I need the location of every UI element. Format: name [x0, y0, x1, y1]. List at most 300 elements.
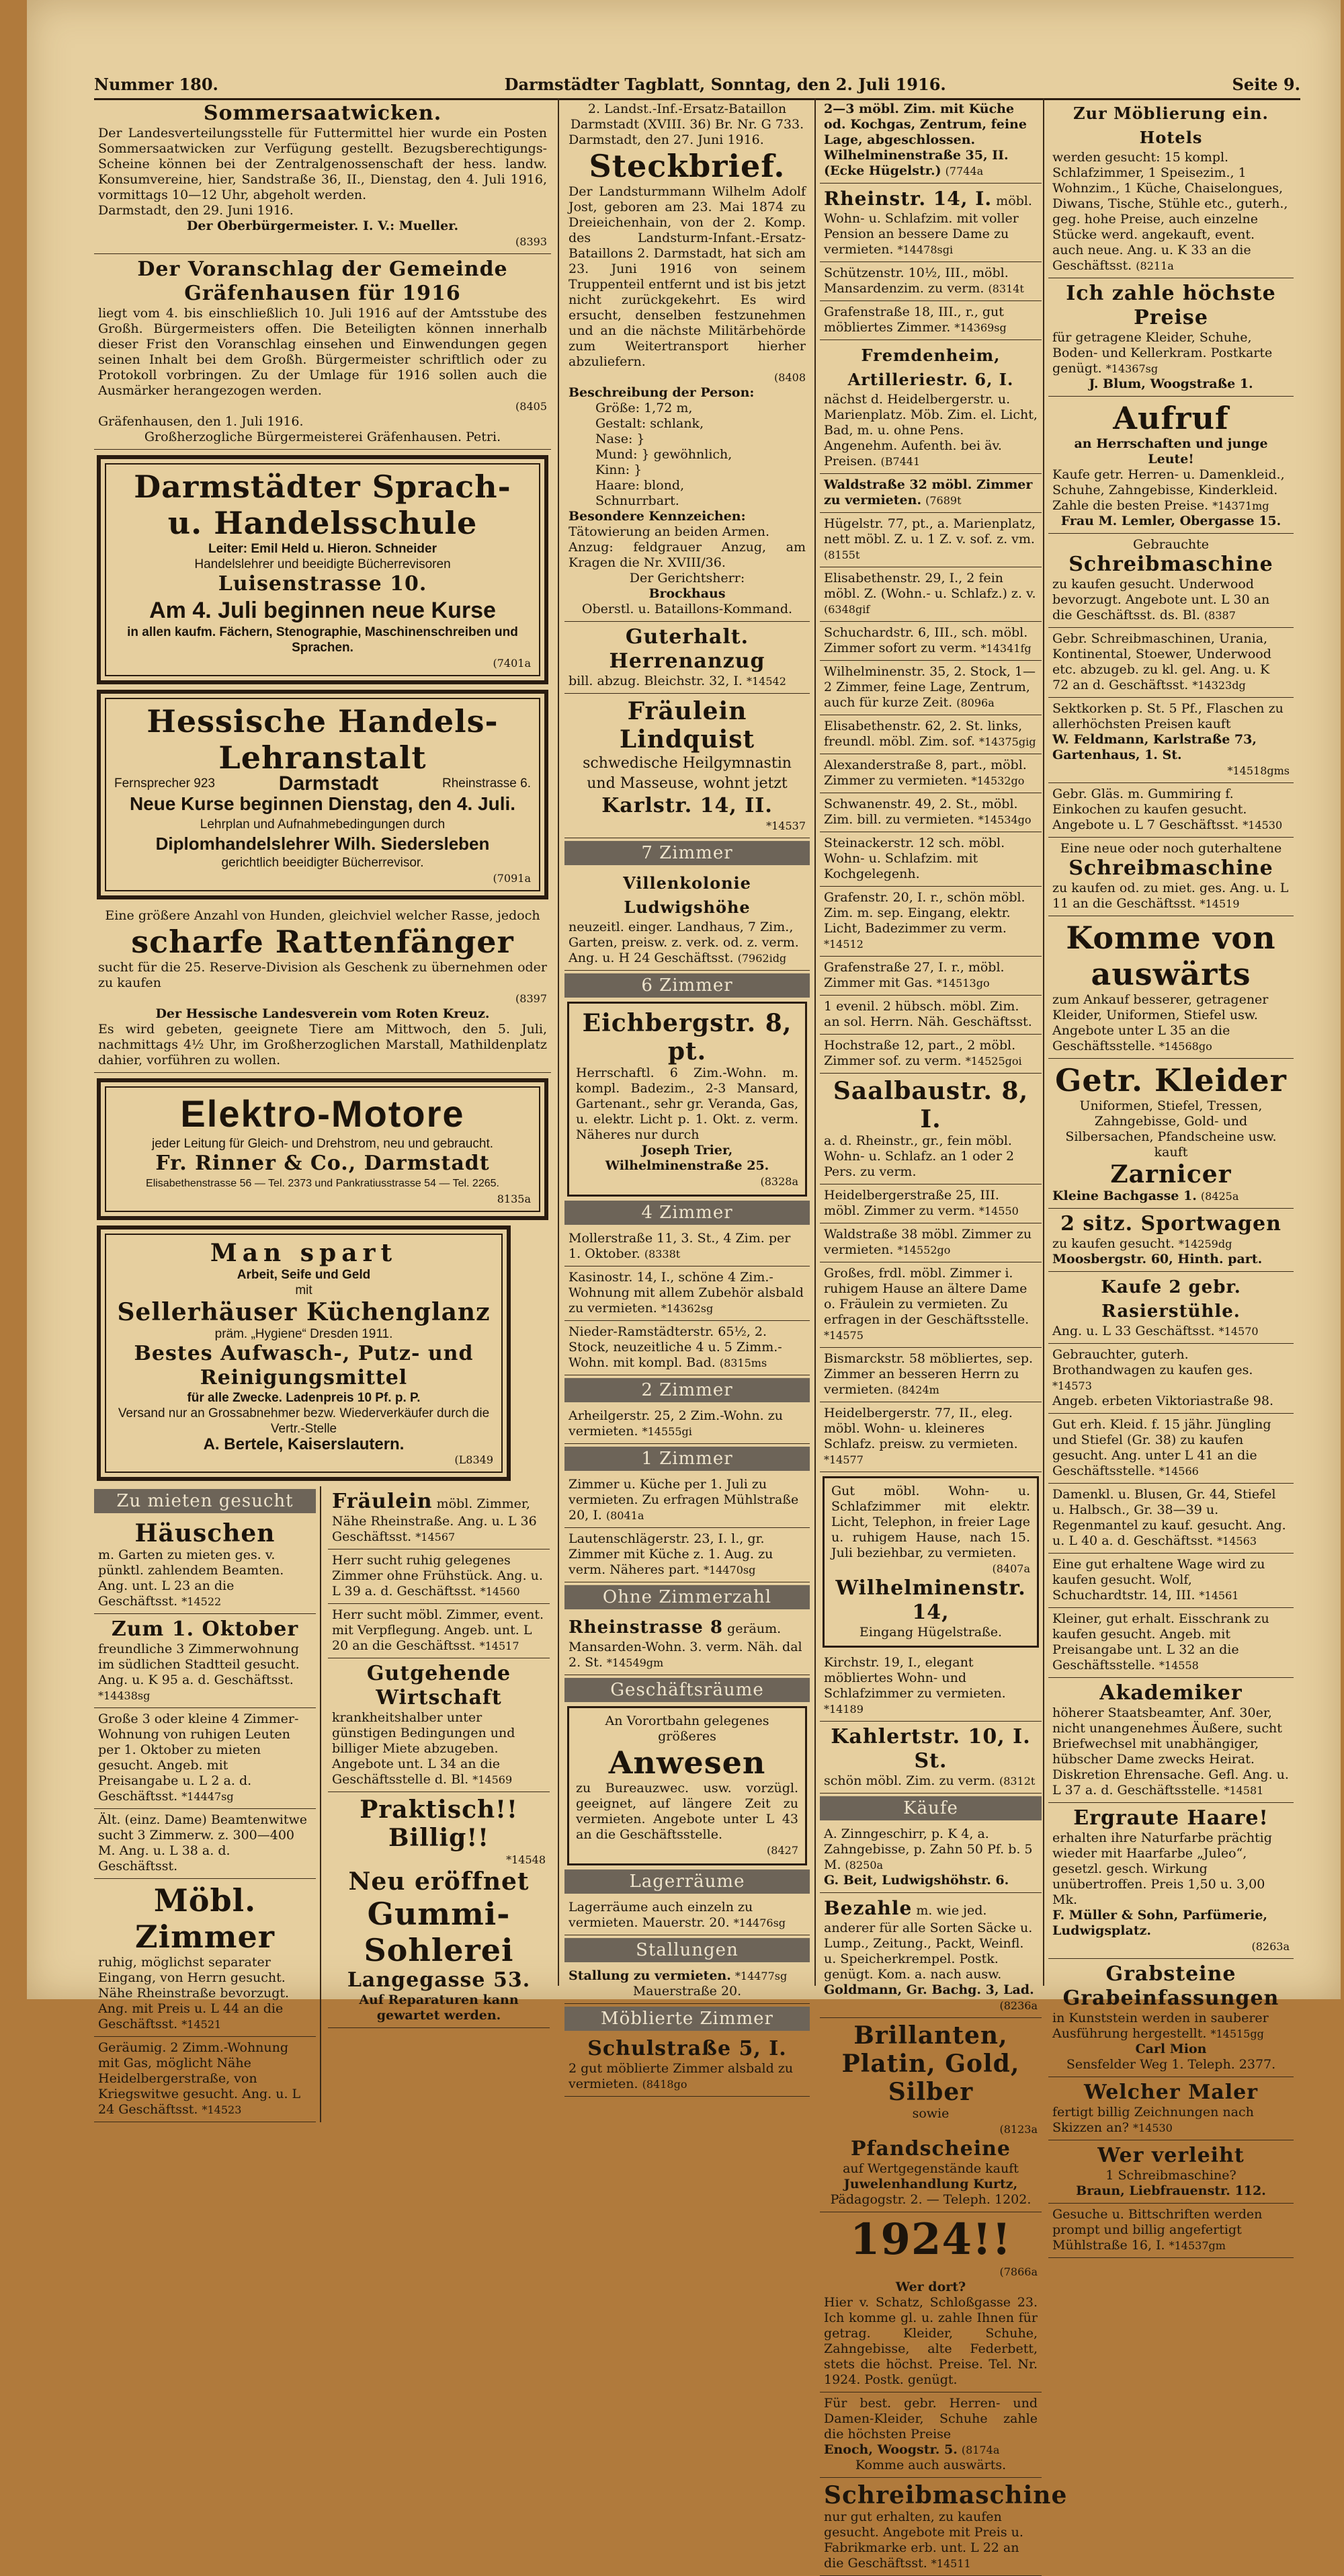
- ad-body: Ält. (einz. Dame) Beamtenwitwe sucht 3 Zimmerw. z. 300—400 M. Ang. u. L 38 a. d. Geschäftsst.: [98, 1812, 307, 1874]
- ad-ref: 8135a: [497, 1193, 531, 1205]
- section-band-ohne-zimmerzahl: Ohne Zimmerzahl: [564, 1585, 810, 1609]
- ad-villenkolonie: [564, 868, 810, 971]
- ad-city: Darmstadt: [278, 772, 379, 795]
- ad-body: möbl. Wohn- u. Schlafzim. mit voller Pension an bessere Dame zu vermieten.: [824, 194, 1032, 257]
- ad-steinackerstr: [820, 832, 1042, 887]
- ad-address: Elisabethenstrasse 56 — Tel. 2373 und Pankratiusstrasse 54 — Tel. 2265.: [146, 1178, 499, 1189]
- ad-title: Häuschen: [134, 1519, 276, 1547]
- ad-ref: (8211a: [1136, 259, 1174, 272]
- ad-wer-verleiht: [1048, 2140, 1294, 2204]
- ad-body: Stallung zu vermieten.: [569, 1968, 731, 1983]
- ad-body: 2 gut möblierte Zimmer alsbald zu vermieten.: [569, 2061, 794, 2091]
- ad-title: Gutgehende Wirtschaft: [366, 1662, 511, 1709]
- ad-ref: *14519: [1200, 897, 1240, 910]
- ad-body: ruhig, möglichst separater Eingang, von Herrn gesucht. Nähe Rheinstraße bevorzugt. Ang. mit Preis u. L 44 an die Geschäftsst.: [98, 1955, 290, 2031]
- ad-alexanderstr: [820, 754, 1042, 793]
- ad-title: 2 sitz. Sportwagen: [1060, 1212, 1282, 1236]
- ad-ref: (8328a: [760, 1175, 798, 1188]
- ad-body: Waldstraße 38 möbl. Zimmer zu vermieten.: [824, 1227, 1032, 1257]
- ad-ref: *14478sgi: [897, 243, 954, 256]
- ad-wilhelminenstr-35: [820, 661, 1042, 715]
- ad-title: Schulstraße 5, I.: [587, 2037, 787, 2060]
- ad-body: zu kaufen gesucht.: [1052, 1236, 1175, 1251]
- ad-lautenschlaeger: [564, 1528, 810, 1582]
- ad-kahlertstr: [820, 1722, 1042, 1794]
- notice-voranschlag: [94, 254, 551, 450]
- ad-street: Rheinstrasse 6.: [442, 776, 531, 791]
- ad-body: Große 3 oder kleine 4 Zimmer-Wohnung von ruhigen Leuten per 1. Oktober zu mieten gesucht. Angeb. mit Preisangabe u. L 2 a. d. Geschäftsst.: [98, 1712, 299, 1804]
- notice-line: Der Gerichtsherr:: [629, 571, 745, 586]
- ad-ref: *14563: [1217, 1535, 1257, 1547]
- ad-bismarckstr: [820, 1348, 1042, 1402]
- newspaper-page: [27, 0, 1341, 2571]
- notice-line: Besondere Kennzeichen:: [569, 509, 746, 524]
- ad-ref: *14512: [824, 938, 864, 951]
- ad-ref: *14371mg: [1212, 499, 1269, 512]
- ad-title: Saalbaustr. 8, I.: [833, 1077, 1029, 1133]
- ad-name: Carl Mion: [1135, 2042, 1207, 2056]
- ad-huegelstr-77: [820, 513, 1042, 567]
- section-band-7-zimmer: 7 Zimmer: [564, 841, 810, 865]
- ad-title: Aufruf: [1113, 400, 1229, 436]
- notice-title: Der Voranschlag der Gemeinde Gräfenhausen für 1916: [137, 257, 508, 305]
- desc-item: Gestalt: schlank,: [595, 416, 704, 431]
- ad-address: Sensfelder Weg 1. Teleph. 2377.: [1066, 2057, 1276, 2072]
- ad-body: werden gesucht: 15 kompl. Schlafzimmer, 1 Speisezim., 1 Wohnzim., 1 Küche, Chaiselongues, Diwans, Tische, Stühle etc., guterh., geg. hohe Preise, auch einzelne Stücke werd. angekauft, event. auch neue. Ang. u. K 33 an die Geschäftsst.: [1052, 150, 1288, 273]
- ad-kuechenglanz: [97, 1225, 511, 1481]
- ad-ref: *14189: [824, 1703, 864, 1716]
- ad-body: zu kaufen od. zu miet. ges. Ang. u. L 11 an die Geschäftsst.: [1052, 881, 1289, 911]
- page-header: [94, 67, 1300, 100]
- ad-line: Eine neue oder noch guterhaltene: [1060, 841, 1282, 856]
- ad-grafenstr-18: [820, 301, 1042, 340]
- ad-ref: *14552go: [897, 1244, 951, 1256]
- ad-name: Frau M. Lemler, Obergasse 15.: [1060, 514, 1282, 528]
- ad-body: a. d. Rheinstr., gr., fein möbl. Wohn- u. Schlafz. an 1 oder 2 Pers. zu verm.: [824, 1133, 1015, 1179]
- ad-line: sowie: [912, 2106, 950, 2121]
- ad-grosse-wohnung: [94, 1708, 316, 1809]
- ad-line: präm. „Hygiene“ Dresden 1911.: [214, 1327, 393, 1341]
- ad-line: Versand nur an Grossabnehmer bezw. Wiederverkäufer durch die Vertr.-Stelle: [118, 1406, 490, 1436]
- ad-ref: *14573: [1052, 1379, 1092, 1392]
- notice-signature: Brockhaus: [648, 586, 726, 601]
- ad-title: Pfandscheine: [850, 2137, 1011, 2161]
- ad-body: nächst d. Heidelbergerstr. u. Marienplatz. Möb. Zim. el. Licht, Bad, m. u. ohne Pens. Angenehm. Aufenth. bei äv. Preisen.: [824, 392, 1038, 469]
- ad-schreibmaschine-gesucht: [820, 2478, 1068, 2576]
- ad-contact-row: [114, 772, 531, 795]
- ad-ref: *14542: [747, 675, 786, 688]
- ad-bittschriften: [1048, 2204, 1294, 2258]
- column-2: [564, 98, 810, 2091]
- ad-address: Pädagogstr. 2. — Teleph. 1202.: [830, 2192, 1032, 2207]
- ad-wilhelminenstr-14: [823, 1476, 1039, 1648]
- ad-ref: *14523: [202, 2103, 242, 2116]
- ad-ref: *14581: [1224, 1784, 1264, 1797]
- ad-ref: (8263a: [1251, 1940, 1290, 1953]
- ad-body: Gebr. Schreibmaschinen, Urania, Kontinental, Stoewer, Underwood etc. abzugeb. zu kl. gel. Ang. u. K 72 an d. Geschäftsst.: [1052, 631, 1271, 692]
- ad-headline: Neue Kurse beginnen Dienstag, den 4. Juli.: [129, 793, 516, 814]
- ad-moebl-zimmer: [94, 1879, 316, 2037]
- ad-hoechste-preise: [1048, 278, 1294, 397]
- ad-body: Schützenstr. 10½, III., möbl. Mansardenzim. zu verm.: [824, 266, 1009, 296]
- ad-body: A. Zinngeschirr, p. K 4, a. Zahngebisse, p. Zahn 50 Pf. b. 5 M.: [824, 1826, 1033, 1872]
- ad-name: G. Beit, Ludwigshöhstr. 6.: [824, 1873, 1009, 1888]
- ad-ref: (8427: [767, 1844, 798, 1857]
- ad-body: Schuchardstr. 6, III., sch. möbl. Zimmer sofort zu verm.: [824, 625, 1028, 655]
- ad-product: Sellerhäuser Küchenglanz: [117, 1298, 491, 1326]
- ad-ref: *14341fg: [980, 642, 1032, 655]
- ad-title: Fräulein: [332, 1490, 433, 1513]
- section-band-6-zimmer: 6 Zimmer: [564, 973, 810, 998]
- ad-line: Der Hessische Landesverein vom Roten Kreuz.: [155, 1006, 490, 1021]
- ad-mollerstr: [564, 1227, 810, 1266]
- ad-body: Damenkl. u. Blusen, Gr. 44, Stiefel u. Halbsch., Gr. 38—39 u. Regenmantel zu kauf. gesucht. Ang. u. L 40 a. d. Geschäftsst.: [1052, 1487, 1286, 1548]
- ad-ref: (8314t: [988, 282, 1024, 295]
- ad-ref: (8425a: [1200, 1190, 1239, 1203]
- ad-body: zu Bureauzwec. usw. vorzügl. geeignet, auf längere Zeit zu vermieten. Angebote unter L 43 an die Geschäftsstelle.: [576, 1781, 798, 1842]
- ad-elektro-motore: [97, 1078, 548, 1220]
- ad-address: Karlstr. 14, II.: [601, 794, 773, 817]
- ad-ref: *14525goi: [965, 1055, 1022, 1068]
- ad-body: Gebr. Gläs. m. Gummiring f. Einkochen zu kaufen gesucht. Angebote u. L 7 Geschäftsst.: [1052, 787, 1247, 832]
- ad-ref: (7689t: [925, 494, 962, 507]
- ad-ref: (6348gif: [824, 603, 870, 616]
- ad-kirchstr: [820, 1652, 1042, 1722]
- ad-body: neuzeitl. einger. Landhaus, 7 Zim., Garten, preisw. z. verk. od. z. verm. Ang. u. H 24 Geschäftsst.: [569, 920, 799, 965]
- ad-ref: *14511: [931, 2557, 971, 2570]
- ad-schuchardstr: [820, 622, 1042, 661]
- ad-line: Leiter: Emil Held u. Hieron. Schneider: [208, 542, 437, 556]
- section-band-kaeufe: Käufe: [820, 1796, 1042, 1820]
- ad-ref: (L8349: [454, 1453, 493, 1466]
- ad-title: Fräulein Lindquist: [619, 697, 755, 754]
- ad-line: für alle Zwecke. Ladenpreis 10 Pf. p. P.: [187, 1391, 421, 1405]
- ad-body: Eine gut erhaltene Wage wird zu kaufen gesucht. Wolf, Schuchardtstr. 14, III.: [1052, 1557, 1265, 1603]
- ad-title: Schreibmaschine: [1068, 553, 1273, 576]
- ad-body: bill. abzug. Bleichstr. 32, I.: [569, 674, 743, 688]
- ad-name: F. Müller & Sohn, Parfümerie, Ludwigsplatz.: [1052, 1908, 1268, 1938]
- ad-ref: *14534go: [978, 813, 1032, 826]
- ad-line: An Vorortbahn gelegenes größeres: [605, 1714, 769, 1744]
- ad-title: Möbl. Zimmer: [135, 1882, 275, 1955]
- ad-ref: (7091a: [493, 872, 531, 885]
- ad-ref: (8236a: [999, 1999, 1038, 2012]
- ad-body: 2—3 möbl. Zim. mit Küche od. Kochgas, Zentrum, feine Lage, abgeschlossen. Wilhelminenstraße 35, II. (Ecke Hügelstr.): [824, 102, 1027, 178]
- ad-title: Guterhalt. Herrenanzug: [609, 625, 765, 673]
- ad-firm: Fr. Rinner & Co., Darmstadt: [155, 1152, 490, 1175]
- ad-name: Juwelenhandlung Kurtz,: [843, 2177, 1018, 2191]
- ad-body: Für best. gebr. Herren- und Damen-Kleider, Schuhe zahle die höchsten Preise: [824, 2396, 1038, 2442]
- ad-schreibmaschinen-marken: [1048, 628, 1294, 698]
- ad-body: Gesuche u. Bittschriften werden prompt und billig angefertigt Mühlstraße 16, I.: [1052, 2207, 1263, 2253]
- ad-title: Wilhelminenstr. 14,: [835, 1576, 1026, 1624]
- notice-date: Gräfenhausen, den 1. Juli 1916.: [98, 414, 304, 429]
- ad-body: Heidelbergerstraße 25, III. möbl. Zimmer zu verm.: [824, 1188, 999, 1218]
- desc-item: Haare: blond,: [595, 478, 685, 493]
- ad-ref: *14560: [480, 1585, 520, 1598]
- ad-anwesen: [567, 1706, 807, 1865]
- ad-brothandwagen: [1048, 1344, 1294, 1414]
- column-rule: [814, 98, 816, 1986]
- ad-title: Akademiker: [1099, 1681, 1243, 1705]
- ad-body: krankheitshalber unter günstigen Bedingungen und billiger Miete abzugeben. Angebote unt. L 34 an die Geschäftsstelle d. Bl.: [332, 1710, 515, 1787]
- ad-line: an Herrschaften und junge Leute!: [1074, 436, 1268, 467]
- ad-body: Wilhelminenstr. 35, 2. Stock, 1—2 Zimmer, feine Lage, Zentrum, auch für kurze Zeit.: [824, 664, 1036, 710]
- ad-zinngeschirr: [820, 1823, 1042, 1893]
- ad-ref: *14362sg: [661, 1302, 714, 1315]
- notice-line: Oberstl. u. Bataillons-Kommand.: [581, 602, 793, 616]
- ad-ref: *14470sg: [704, 1564, 756, 1576]
- ad-ref: *14537gm: [1169, 2239, 1226, 2252]
- ad-zimmer-herrn: [820, 996, 1042, 1035]
- ad-ref: (8407a: [992, 1562, 1030, 1575]
- ad-kriegswitwe: [94, 2037, 316, 2122]
- ad-title: Kaufe 2 gebr. Rasierstühle.: [1101, 1277, 1241, 1322]
- ad-1924: [820, 2212, 1042, 2392]
- ad-ref: *14566: [1159, 1465, 1199, 1478]
- ad-body: Herrschaftl. 6 Zim.-Wohn. m. kompl. Badezim., 2-3 Mansard, Gartenant., sehr gr. Veranda, Gas, u. elektr. Licht p. 1. Okt. z. verm. Näheres nur durch: [576, 1065, 798, 1142]
- ad-body: Elisabethenstr. 62, 2. St. links, freundl. möbl. Zim. sof.: [824, 719, 1023, 749]
- ad-sektkorken: [1048, 698, 1294, 783]
- ad-line: Bestes Aufwasch-, Putz- und Reinigungsmittel: [134, 1342, 474, 1390]
- ad-title: Schreibmaschine: [824, 2481, 1068, 2509]
- ad-title: Zum 1. Oktober: [111, 1617, 299, 1641]
- ad-title: Rheinstrasse 8: [569, 1617, 723, 1638]
- notice-ref: (8408: [774, 371, 806, 384]
- ad-ref: (8312t: [999, 1775, 1036, 1787]
- ad-body: zum Ankauf besserer, getragener Kleider, Uniformen, Stiefel usw. Angebote unter L 35 an die Geschäftsstelle.: [1052, 992, 1269, 1053]
- ad-line: jeder Leitung für Gleich- und Drehstrom, neu und gebraucht.: [151, 1137, 494, 1151]
- ad-bezahle: [820, 1893, 1042, 2018]
- ad-ref: *14517: [479, 1640, 519, 1652]
- notice-line: Beschreibung der Person:: [569, 385, 755, 400]
- section-band-4-zimmer: 4 Zimmer: [564, 1201, 810, 1225]
- ad-ref: *14555gi: [642, 1425, 692, 1438]
- ad-wohnung-kochgas: [820, 98, 1042, 184]
- ad-body: Sektkorken p. St. 5 Pf., Flaschen zu allerhöchsten Preisen kauft: [1052, 701, 1284, 731]
- ad-product: Gummi-Sohlerei: [364, 1896, 514, 1968]
- ad-body: möbl. Zimmer, Nähe Rheinstraße. Ang. u. L 36 Geschäftsst.: [332, 1496, 537, 1544]
- ad-rheinstr-14: [820, 184, 1042, 262]
- ad-title: Rheinstr. 14, I.: [824, 188, 993, 210]
- ad-line: Wer dort?: [895, 2280, 966, 2294]
- ad-ref: *14577: [824, 1453, 864, 1466]
- ad-ergraute-haare: [1048, 1803, 1294, 1959]
- ad-fraeulein: [328, 1486, 550, 1549]
- ad-title: Bezahle: [824, 1897, 913, 1919]
- section-band-stallungen: Stallungen: [564, 1938, 810, 1962]
- ad-title: Komme von auswärts: [1066, 920, 1276, 992]
- ad-line: Arbeit, Seife und Geld: [237, 1268, 371, 1282]
- ad-ref: *14558: [1159, 1659, 1199, 1672]
- ad-line: Lehrplan und Aufnahmebedingungen durch: [200, 817, 446, 832]
- ad-ref: *14575: [824, 1329, 864, 1342]
- ad-ref: (8315ms: [719, 1357, 767, 1369]
- ad-body: m. wie jed. anderer für alle Sorten Säcke u. Lump., Zeitung., Packt, Weinfl. u. Speicherkrempel. Postk. genügt. Kom. a. nach ausw.: [824, 1903, 1033, 1982]
- ad-lagerraeume: [564, 1896, 810, 1935]
- ad-ref: (8338t: [644, 1248, 681, 1260]
- ad-body: Kaufe getr. Herren- u. Damenkleid., Schuhe, Zahngebisse, Kinderkleid. Zahle die besten Preise.: [1052, 467, 1285, 513]
- ad-sprachschule: [97, 455, 548, 684]
- ad-body: Gebrauchter, guterh. Brothandwagen zu kaufen ges.: [1052, 1347, 1253, 1377]
- ad-name: Braun, Liebfrauenstr. 112.: [1076, 2183, 1266, 2198]
- section-band-moeblierte-zimmer: Möblierte Zimmer: [564, 2007, 810, 2031]
- ad-firm: A. Bertele, Kaiserslautern.: [203, 1435, 405, 1453]
- ad-address: Luisenstrasse 10.: [218, 572, 427, 596]
- ad-schuetzenstr: [820, 262, 1042, 301]
- ad-body: Ang. u. L 33 Geschäftsst.: [1052, 1324, 1215, 1338]
- ad-komme-auswaerts: [1048, 916, 1294, 1059]
- ad-line: auf Wertgegenstände kauft: [843, 2161, 1019, 2176]
- ad-saalbaustr: [820, 1074, 1042, 1184]
- ad-rattenfaenger: [94, 905, 551, 1073]
- ad-ref: *14521: [181, 2018, 222, 2031]
- ad-title: Man spart: [210, 1239, 398, 1267]
- ad-line: in allen kaufm. Fächern, Stenographie, Maschinenschreiben und Sprachen.: [127, 625, 518, 655]
- ad-body: Bismarckstr. 58 möbliertes, sep. Zimmer an besseren Herrn zu vermieten.: [824, 1351, 1034, 1397]
- notice-ref: (8405: [515, 400, 547, 413]
- ad-ref: *14522: [181, 1595, 222, 1608]
- desc-item: Kinn: }: [595, 462, 642, 477]
- ad-body: 1 Schreibmaschine?: [1105, 2168, 1236, 2183]
- ad-title: Ergraute Haare!: [1073, 1806, 1269, 1830]
- page-number: Seite 9.: [1232, 75, 1300, 94]
- ad-ref: *14375gig: [978, 735, 1036, 748]
- ad-herr-verpflegung: [328, 1604, 550, 1658]
- ad-ref: *14548: [506, 1853, 546, 1866]
- ad-gummi-sohlerei: [328, 1792, 550, 2028]
- ad-title: Wer verleiht: [1097, 2144, 1245, 2167]
- ad-body: Uniformen, Stiefel, Tressen, Zahngebisse, Gold- und Silbersachen, Pfandscheine usw. kauft: [1065, 1098, 1277, 1160]
- ad-body: nur gut erhalten, zu kaufen gesucht. Angebote mit Preis u. Fabrikmarke erb. unt. L 22 an die Geschäftsst.: [824, 2509, 1023, 2571]
- ad-line: Komme auch auswärts.: [855, 2458, 1007, 2472]
- ad-title: Grabsteine Grabeinfassungen: [1062, 1962, 1279, 2010]
- notice-line: Anzug: feldgrauer Anzug, am Kragen die Nr. XVIII/36.: [569, 540, 806, 570]
- notice-body: Der Landesverteilungsstelle für Futtermittel hier wurde ein Posten Sommersaatwicken zur Verfügung gestellt. Bezugsberechtigungs-Scheine können bei der Zentralgenossenschaft der hess. landw. Konsumvereine, hier, Sandstraße 36, II., Dienstag, den 4. Juli 1916, vormittags 10—12 Uhr, abgeholt werden.: [98, 126, 547, 202]
- ad-title: Brillanten, Platin, Gold, Silber: [841, 2021, 1020, 2106]
- ad-ref: *14518gms: [1227, 764, 1290, 777]
- ad-title: Fremdenheim, Artilleriestr. 6, I.: [847, 346, 1014, 389]
- ad-body: fertigt billig Zeichnungen nach Skizzen an?: [1052, 2105, 1254, 2135]
- ad-ref: (8096a: [956, 696, 995, 709]
- ad-body: Hier v. Schatz, Schloßgasse 23. Ich komme gl. u. zahle Ihnen für getrag. Kleider, Schuhe, Zahngebisse, alte Federbett, stets die höchst. Preise. Tel. Nr. 1924. Postk. genügt.: [824, 2295, 1038, 2387]
- ad-line: Auf Reparaturen kann gewartet werden.: [359, 1993, 519, 2023]
- ad-title: Ich zahle höchste Preise: [1066, 282, 1276, 329]
- ad-elisabethenstr-29: [820, 567, 1042, 622]
- ad-ref: *14568go: [1159, 1040, 1212, 1053]
- ad-ref: *14537: [766, 819, 806, 832]
- ad-ref: (8041a: [605, 1509, 644, 1522]
- ad-damenkleider: [1048, 1484, 1294, 1554]
- ad-ref: (8424m: [897, 1383, 939, 1396]
- ad-ref: *14569: [472, 1773, 513, 1786]
- ad-line: gerichtlich beeidigter Bücherrevisor.: [221, 856, 424, 870]
- ad-address: Moosbergstr. 60, Hinth. part.: [1052, 1252, 1263, 1266]
- ad-ref: *14367sg: [1105, 362, 1159, 375]
- ad-arheilgerstr: [564, 1405, 810, 1444]
- ad-akademiker: [1048, 1678, 1294, 1803]
- ad-heidelbergerstr-25: [820, 1184, 1042, 1223]
- notice-bataillon: [564, 98, 810, 622]
- ad-address: Angeb. erbeten Viktoriastraße 98.: [1052, 1394, 1274, 1408]
- ad-title: Anwesen: [608, 1744, 766, 1781]
- ad-body: Grafenstraße 18, III., r., gut möbliertes Zimmer.: [824, 305, 1004, 335]
- column-3: [820, 98, 1068, 2571]
- ad-body: schwedische Heilgymnastin und Masseuse, wohnt jetzt: [583, 755, 792, 792]
- ad-body: Alexanderstraße 8, part., möbl. Zimmer zu vermieten.: [824, 758, 1027, 788]
- ad-fremdenheim: [820, 340, 1042, 474]
- classified-row: [94, 1486, 551, 2122]
- ad-body: Elisabethenstr. 29, I., 2 fein möbl. Z. (Wohn.- u. Schlafz.) z. v.: [824, 571, 1036, 601]
- ad-address: Mauerstraße 20.: [632, 1984, 742, 1999]
- notice-body: Der Landsturmmann Wilhelm Adolf Jost, geboren am 23. Mai 1874 zu Dreieichenhain, von der 2. Komp. des Landsturm-Infant.-Ersatz-Bataillons 2. Darmstadt, hat sich am 23. Juni 1916 von seinem Truppenteil entfernt und ist bis jetzt nicht zurückgekehrt. Es wird ersucht, denselben festzunehmen und an die nächste Militärbehörde zum Weitertransport hierher abzuliefern.: [569, 184, 806, 369]
- misc-column: [328, 1486, 550, 2122]
- wanted-column: [94, 1486, 321, 2122]
- notice-signature: Der Oberbürgermeister. I. V.: Mueller.: [186, 218, 459, 233]
- notice-sommersaatwicken: [94, 98, 551, 254]
- ad-body: Schwanenstr. 49, 2. St., möbl. Zim. bill. zu vermieten.: [824, 797, 1018, 827]
- ad-ref: (8397: [515, 992, 547, 1005]
- ad-haeuschen: [94, 1516, 316, 1614]
- ad-name: J. Blum, Woogstraße 1.: [1089, 376, 1253, 391]
- ad-line: Eine größere Anzahl von Hunden, gleichviel welcher Rasse, jedoch: [105, 908, 540, 923]
- ad-body: Heidelbergerstr. 77, II., eleg. möbl. Wohn- u. kleineres Schlafz. preisw. zu vermieten.: [824, 1406, 1018, 1451]
- ad-body: Kirchstr. 19, I., elegant möbliertes Wohn- und Schlafzimmer zu vermieten.: [824, 1655, 1006, 1701]
- ad-phone: Fernsprecher 923: [114, 776, 215, 791]
- ad-body: Arheilgerstr. 25, 2 Zim.-Wohn. zu vermieten.: [569, 1408, 783, 1439]
- ad-ref: *14447sg: [181, 1790, 234, 1803]
- ad-ref: *14532go: [971, 774, 1025, 787]
- ad-line: Eingang Hügelstraße.: [859, 1625, 1003, 1640]
- ad-title: Villenkolonie Ludwigshöhe: [623, 873, 751, 917]
- ad-title: 1924!!: [849, 2214, 1012, 2265]
- column-4: [1048, 98, 1294, 2253]
- ad-body: höherer Staatsbeamter, Anf. 30er, nicht unangenehmes Äußere, sucht Briefwechsel mit unabhängiger, hübscher Dame zwecks Heirat. Diskretion Ehrensache. Gefl. Ang. u. L 37 a. d. Geschäftsstelle.: [1052, 1705, 1289, 1798]
- ad-line: mit: [295, 1283, 312, 1297]
- ad-body: Steinackerstr. 12 sch. möbl. Wohn- u. Schlafzim. mit Kochgelegenh.: [824, 836, 1005, 881]
- ad-title: Zur Möblierung ein. Hotels: [1073, 104, 1269, 147]
- ad-body: Nieder-Ramstädterstr. 65½, 2. Stock, neuzeitliche 4 u. 5 Zimm.-Wohn. mit kompl. Bad.: [569, 1324, 782, 1370]
- ad-ref: (8123a: [999, 2123, 1038, 2136]
- ad-body: in Kunststein werden in sauberer Ausführung hergestellt.: [1052, 2011, 1269, 2041]
- notice-body: 2. Landst.-Inf.-Ersatz-Bataillon Darmstadt (XVIII. 36) Br. Nr. G 733.: [570, 102, 804, 132]
- ad-ref: (8174a: [961, 2444, 1000, 2456]
- ad-ref: (B7441: [880, 455, 921, 468]
- notice-date: Darmstadt, den 29. Juni 1916.: [98, 203, 294, 218]
- ad-name: Diplomhandelslehrer Wilh. Siedersleben: [155, 834, 490, 854]
- ad-ref: *14513go: [936, 977, 990, 990]
- ad-line: Neu eröffnet: [348, 1867, 530, 1896]
- ad-body: Grafenstraße 27, I. r., möbl. Zimmer mit Gas.: [824, 960, 1005, 990]
- ad-line: Gebrauchte: [1133, 537, 1209, 552]
- ad-brillanten: [820, 2018, 1042, 2212]
- ad-eichbergstr: [567, 1002, 807, 1197]
- ad-title: Elektro-Motore: [180, 1092, 465, 1135]
- ad-schwanenstr: [820, 793, 1042, 832]
- ad-oktober: [94, 1614, 316, 1708]
- ad-body: sucht für die 25. Reserve-Division als Geschenk zu übernehmen oder zu kaufen: [98, 960, 547, 990]
- ad-maler: [1048, 2077, 1294, 2140]
- ad-body: Grafenstr. 20, I. r., schön möbl. Zim. m. sep. Eingang, elektr. Licht, Badezimmer zu verm.: [824, 890, 1025, 936]
- ad-title: Praktisch!! Billig!!: [360, 1796, 518, 1852]
- ad-waldstr-32: [820, 474, 1042, 513]
- section-band-1-zimmer: 1 Zimmer: [564, 1447, 810, 1471]
- ad-kasinostr: [564, 1266, 810, 1321]
- desc-item: Nase: }: [595, 432, 645, 446]
- ad-title: Kahlertstr. 10, I. St.: [831, 1725, 1031, 1773]
- ad-schreibmaschine-miete: [1048, 838, 1294, 916]
- ad-ref: (8155t: [824, 549, 860, 561]
